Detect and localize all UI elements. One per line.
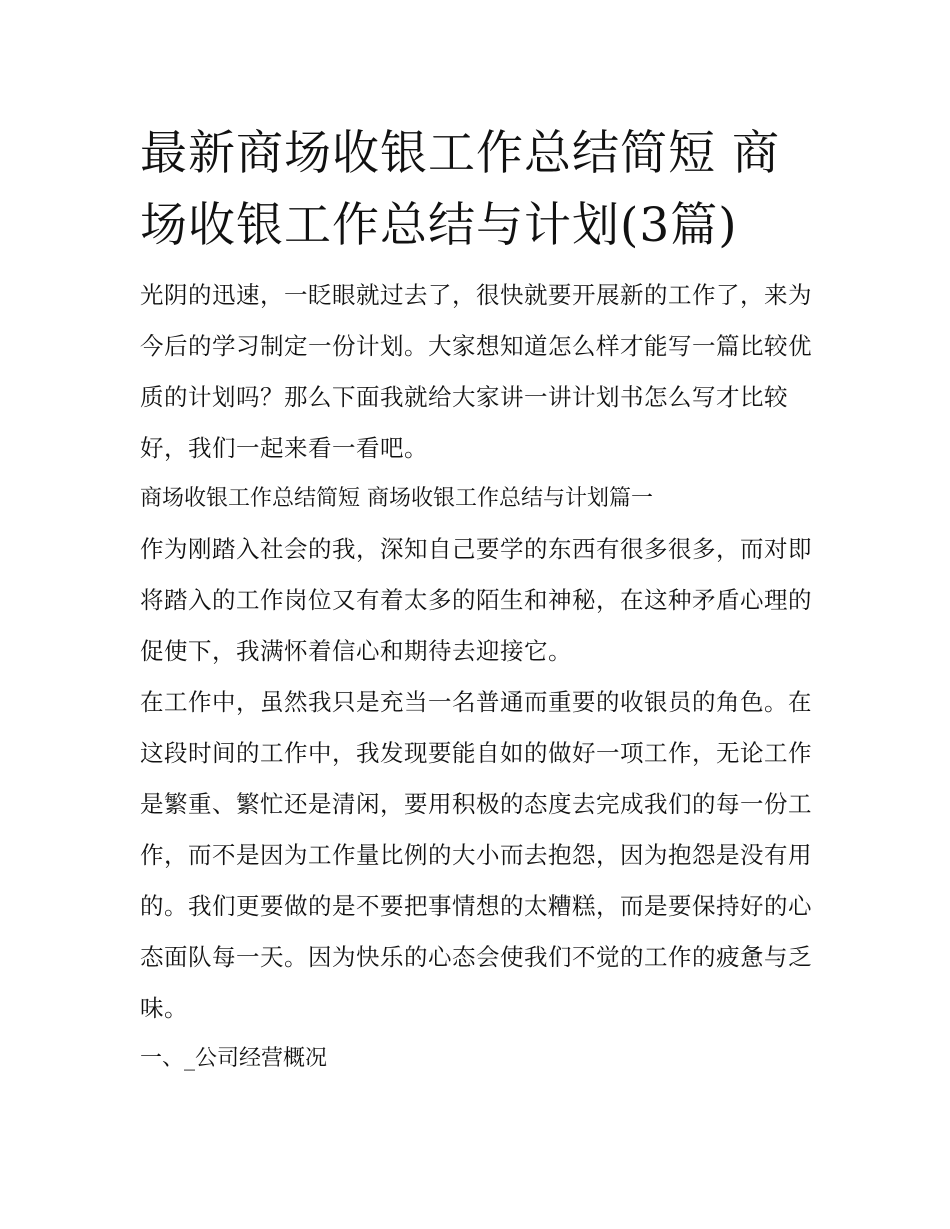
document-page <box>140 118 812 1084</box>
subheading-company-overview: 一、_公司经营概况 <box>140 1046 328 1071</box>
body-paragraph-2: 在工作中，虽然我只是充当一名普通而重要的收银员的角色。在这段时间的工作中，我发现要能自如的做好一项工作，无论工作是繁重、繁忙还是清闲，要用积极的态度去完成我们的每一份工作，而不是因为工作量比例的大小而去抱怨，因为抱怨是没有用的。我们更要做的是不要把事情想的太糟糕，而是要保持好的心态面队每一天。因为快乐的心态会使我们不觉的工作的疲惫与乏味。 <box>140 688 812 1022</box>
intro-paragraph: 光阴的迅速，一眨眼就过去了，很快就要开展新的工作了，来为今后的学习制定一份计划。大家想知道怎么样才能写一篇比较优质的计划吗？那么下面我就给大家讲一讲计划书怎么写才比较好，我们一起来看一看吧。 <box>140 281 812 462</box>
body-paragraph-1: 作为刚踏入社会的我，深知自己要学的东西有很多很多，而对即将踏入的工作岗位又有着太多的陌生和神秘，在这种矛盾心理的促使下，我满怀着信心和期待去迎接它。 <box>140 535 812 665</box>
document-title: 最新商场收银工作总结简短 商场收银工作总结与计划(3篇) <box>140 126 780 253</box>
section-heading: 商场收银工作总结简短 商场收银工作总结与计划篇一 <box>140 486 653 511</box>
